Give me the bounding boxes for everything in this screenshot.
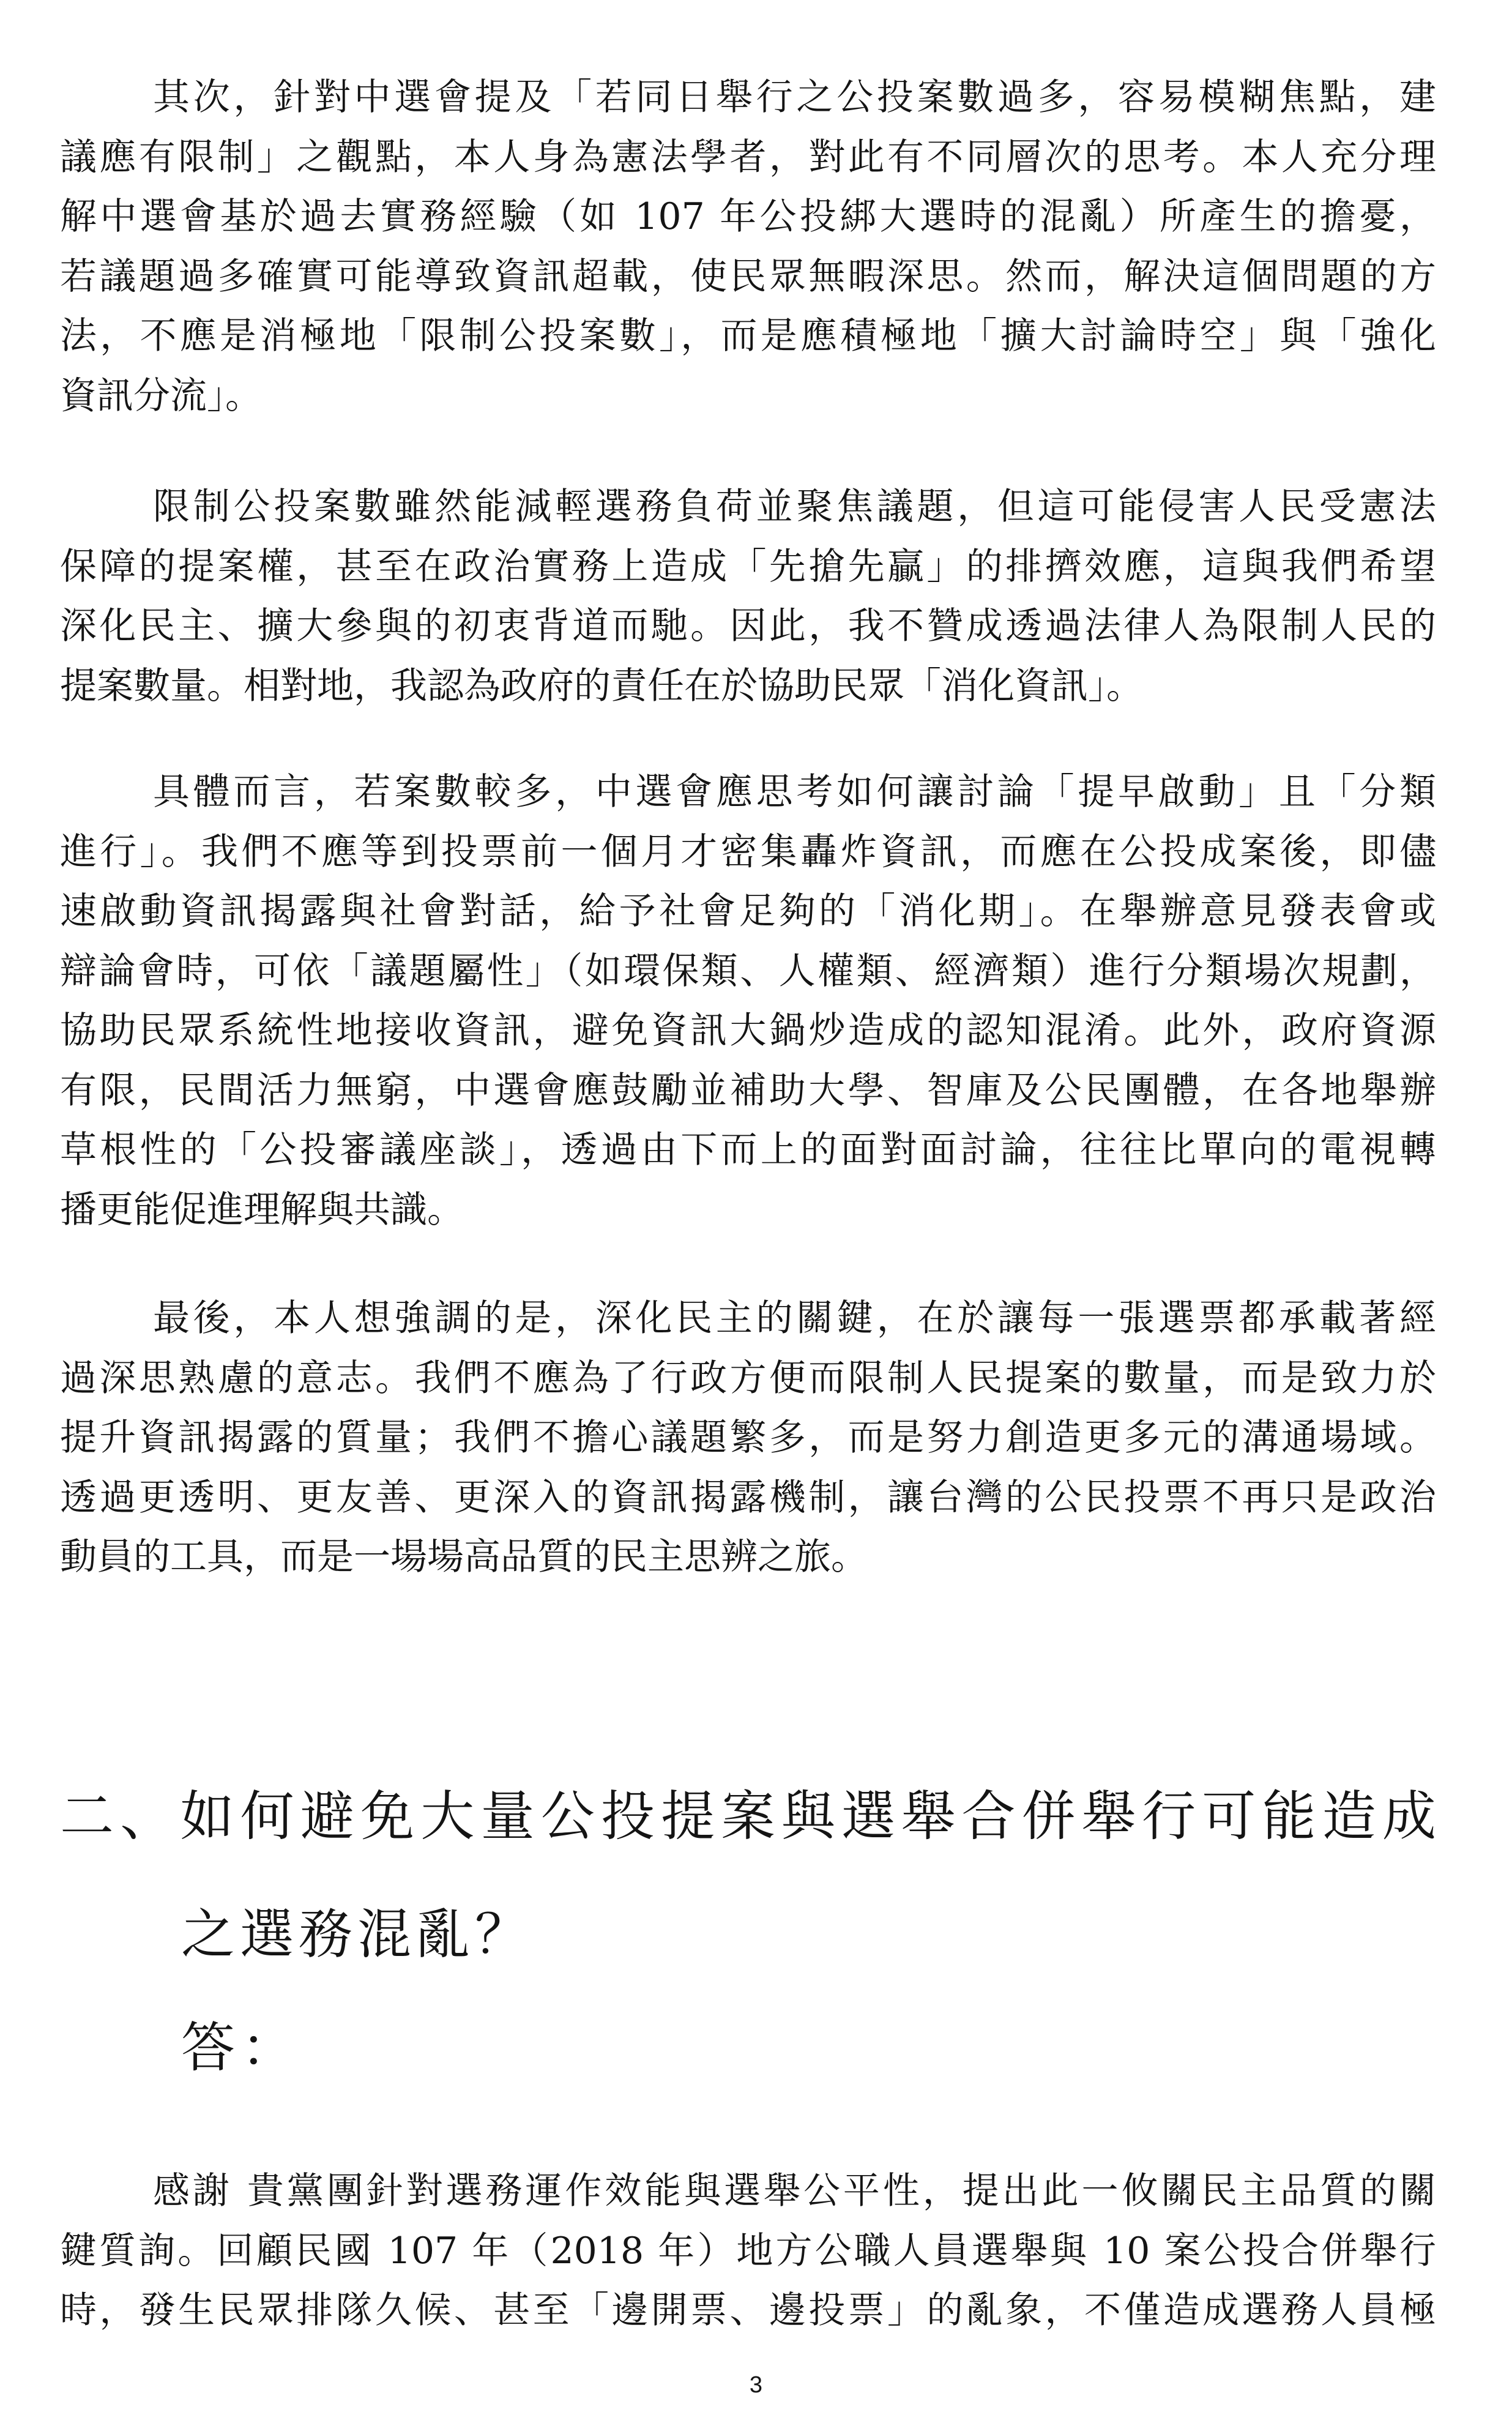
paragraph-3 [60,763,1436,1240]
paragraph-line: 有限，民間活力無窮，中選會應鼓勵並補助大學、智庫及公民團體，在各地舉辦 [60,1069,1436,1112]
paragraph-line: 具體而言，若案數較多，中選會應思考如何讓討論「提早啟動」且「分類 [153,771,1436,813]
paragraph-line: 草根性的「公投審議座談」，透過由下而上的面對面討論，往往比單向的電視轉 [60,1129,1436,1171]
paragraph-line: 進行」。我們不應等到投票前一個月才密集轟炸資訊，而應在公投成案後，即儘 [60,830,1436,873]
answer-label: 答： [181,2016,302,2079]
paragraph-line: 辯論會時，可依「議題屬性」（如環保類、人權類、經濟類）進行分類場次規劃， [60,949,1436,993]
paragraph-line: 透過更透明、更友善、更深入的資訊揭露機制，讓台灣的公民投票不再只是政治 [60,1476,1436,1519]
paragraph-line: 提升資訊揭露的質量；我們不擔心議題繁多，而是努力創造更多元的溝通場域。 [60,1416,1436,1459]
paragraph-line: 提案數量。相對地，我認為政府的責任在於協助民眾「消化資訊」。 [60,664,1143,707]
paragraph-line: 若議題過多確實可能導致資訊超載，使民眾無暇深思。然而，解決這個問題的方 [60,255,1436,298]
paragraph-line: 限制公投案數雖然能減輕選務負荷並聚焦議題，但這可能侵害人民受憲法 [153,485,1436,528]
section-heading-line: 之選務混亂？ [181,1903,534,1966]
paragraph-1 [60,68,1436,426]
paragraph-line: 協助民眾系統性地接收資訊，避免資訊大鍋炒造成的認知混淆。此外，政府資源 [60,1009,1436,1052]
paragraph-line: 時，發生民眾排隊久候、甚至「邊開票、邊投票」的亂象，不僅造成選務人員極 [60,2289,1436,2332]
paragraph-line: 其次，針對中選會提及「若同日舉行之公投案數過多，容易模糊焦點，建 [153,76,1436,119]
paragraph-4 [60,1289,1436,1588]
paragraph-line: 議應有限制」之觀點，本人身為憲法學者，對此有不同層次的思考。本人充分理 [60,135,1436,179]
answer-paragraph-1 [60,2162,1436,2341]
paragraph-line: 法，不應是消極地「限制公投案數」，而是應積極地「擴大討論時空」與「強化 [60,315,1436,357]
paragraph-line: 感謝 貴黨團針對選務運作效能與選舉公平性，提出此一攸關民主品質的關 [153,2170,1436,2212]
page-number: 3 [749,2372,763,2398]
paragraph-line: 解中選會基於過去實務經驗（如 107 年公投綁大選時的混亂）所產生的擔憂， [60,195,1436,238]
paragraph-2 [60,477,1436,716]
section-heading-line: 二、如何避免大量公投提案與選舉合併舉行可能造成 [60,1785,1436,1848]
paragraph-line: 鍵質詢。回顧民國 107 年（2018 年）地方公職人員選舉與 10 案公投合併舉行 [60,2229,1436,2272]
paragraph-line: 速啟動資訊揭露與社會對話，給予社會足夠的「消化期」。在舉辦意見發表會或 [60,890,1436,933]
paragraph-line: 最後，本人想強調的是，深化民主的關鍵，在於讓每一張選票都承載著經 [153,1297,1436,1340]
paragraph-line: 動員的工具，而是一場場高品質的民主思辨之旅。 [60,1536,868,1578]
paragraph-line: 過深思熟慮的意志。我們不應為了行政方便而限制人民提案的數量，而是致力於 [60,1356,1436,1400]
paragraph-line: 資訊分流」。 [60,374,262,417]
paragraph-line: 深化民主、擴大參與的初衷背道而馳。因此，我不贊成透過法律人為限制人民的 [60,605,1436,648]
paragraph-line: 播更能促進理解與共識。 [60,1188,464,1231]
paragraph-line: 保障的提案權，甚至在政治實務上造成「先搶先贏」的排擠效應，這與我們希望 [60,545,1436,588]
